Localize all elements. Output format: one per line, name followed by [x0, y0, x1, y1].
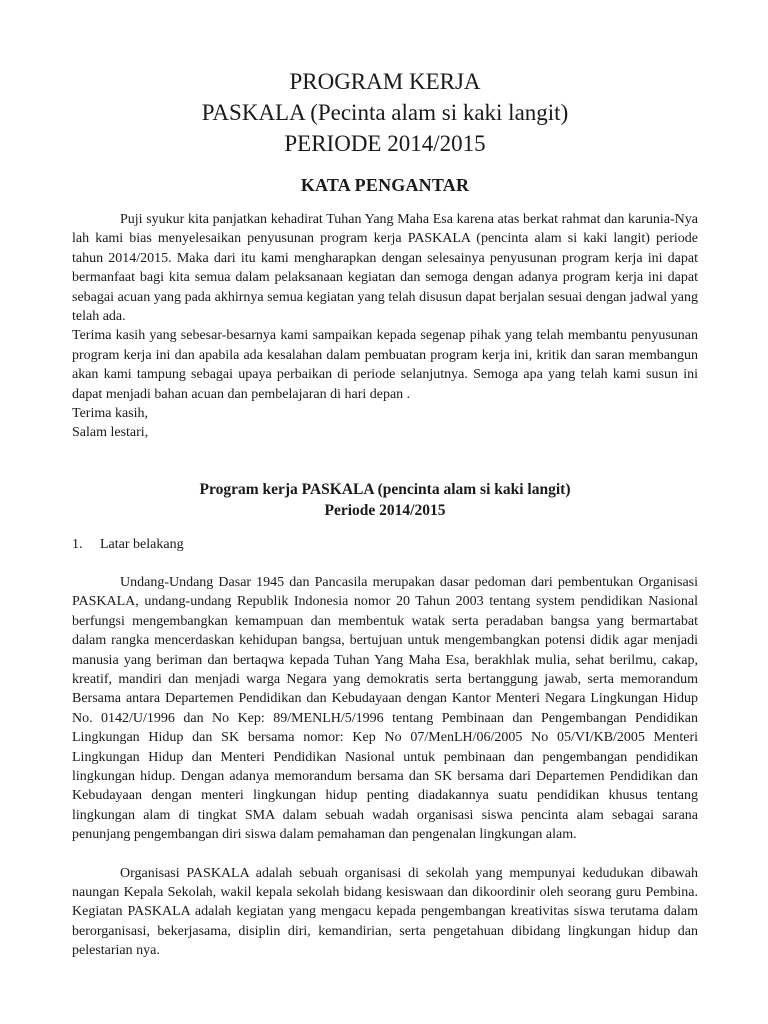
title-line-2: PASKALA (Pecinta alam si kaki langit): [201, 100, 569, 125]
program-title-line-2: Periode 2014/2015: [324, 501, 446, 519]
section-number: 1.: [72, 536, 83, 552]
foreword-heading: KATA PENGANTAR: [300, 175, 470, 195]
foreword-paragraph-1: Puji syukur kita panjatkan kehadirat Tuhan Yang Maha Esa karena atas berkat rahmat dan karunia-Nya lah kami bias menyelesaikan penyusunan program kerja PASKALA (pencinta alam si kaki langit) periode tahun 2014/2015. Maka dari itu kami mengharapkan dengan selesainya penyusunan program kerja ini dapat bermanfaat bagi kita semua dalam pelaksanaan kegiatan dan semoga dengan adanya program kerja ini dapat sebagai acuan yang pada akhirnya semua kegiatan yang telah disusun dapat berjalan sesuai dengan jadwal yang telah ada.: [72, 212, 698, 325]
section-title: Latar belakang: [100, 536, 184, 552]
program-title: [72, 479, 698, 521]
paragraph-spacer: [72, 845, 698, 864]
background-paragraph-1: Undang-Undang Dasar 1945 dan Pancasila merupakan dasar pedoman dari pembentukan Organisasi PASKALA, undang-undang Republik Indonesia nomor 20 Tahun 2003 tentang system pendidikan Nasional berfungsi mengembangkan kemampuan dan membentuk watak serta peradaban bangsa yang bermartabat dalam rangka mencerdaskan kehidupan bangsa, bertujuan untuk mengembangkan potensi didik agar menjadi manusia yang beriman dan bertaqwa kepada Tuhan Yang Maha Esa, berakhlak mulia, sehat berilmu, cakap, kreatif, mandiri dan menjadi warga Negara yang demokratis serta bertanggung jawab, serta memorandum Bersama antara Departemen Pendidikan dan Kebudayaan dengan Kantor Menteri Negara Lingkungan Hidup No. 0142/U/1996 dan No Kep: 89/MENLH/5/1996 tentang Pembinaan dan Pengembangan Pendidikan Lingkungan Hidup dan SK bersama nomor: Kep No 07/MenLH/06/2005 No 05/VI/KB/2005 Menteri Lingkungan Hidup dan Menteri Pendidikan Nasional untuk pembinaan dan pengembangan pendidikan lingkungan hidup. Dengan adanya memorandum bersama dan SK bersama dari Departemen Pendidikan dan Kebudayaan dengan menteri lingkungan hidup penting diadakannya suatu pendidikan khusus tentang lingkungan alam di tingkat SMA dalam sebuah wadah organisasi siswa pencinta alam sebagai sarana penunjang pengembangan diri siswa dalam pemahaman dan pengenalan lingkungan alam.: [72, 574, 698, 843]
background-paragraph-2: Organisasi PASKALA adalah sebuah organisasi di sekolah yang mempunyai kedudukan dibawah naungan Kepala Sekolah, wakil kepala sekolah bidang kesiswaan dan dikoordinir oleh seorang guru Pembina. Kegiatan PASKALA adalah kegiatan yang mengacu kepada pengembangan kreativitas siswa terutama dalam berorganisasi, bekerjasama, disiplin diri, kemandirian, serta pengetahuan dibidang lingkungan hidup dan pelestarian nya.: [72, 865, 698, 959]
foreword-closing-thanks: Terima kasih,: [72, 406, 148, 422]
title-line-1: PROGRAM KERJA: [289, 69, 481, 94]
document-title: [72, 66, 698, 159]
section-heading-background: [72, 535, 698, 554]
program-title-line-1: Program kerja PASKALA (pencinta alam si kaki langit): [199, 480, 571, 498]
foreword-closing-greeting: Salam lestari,: [72, 425, 149, 441]
foreword-paragraph-2: Terima kasih yang sebesar-besarnya kami sampaikan kepada segenap pihak yang telah membantu penyusunan program kerja ini dan apabila ada kesalahan dalam pembuatan program kerja ini, kritik dan saran membangun akan kami tampung sebagai upaya perbaikan di periode selanjutnya. Semoga apa yang telah kami susun ini dapat menjadi bahan acuan dan pembelajaran di hari depan .: [72, 328, 698, 402]
title-line-3: PERIODE 2014/2015: [284, 131, 486, 156]
